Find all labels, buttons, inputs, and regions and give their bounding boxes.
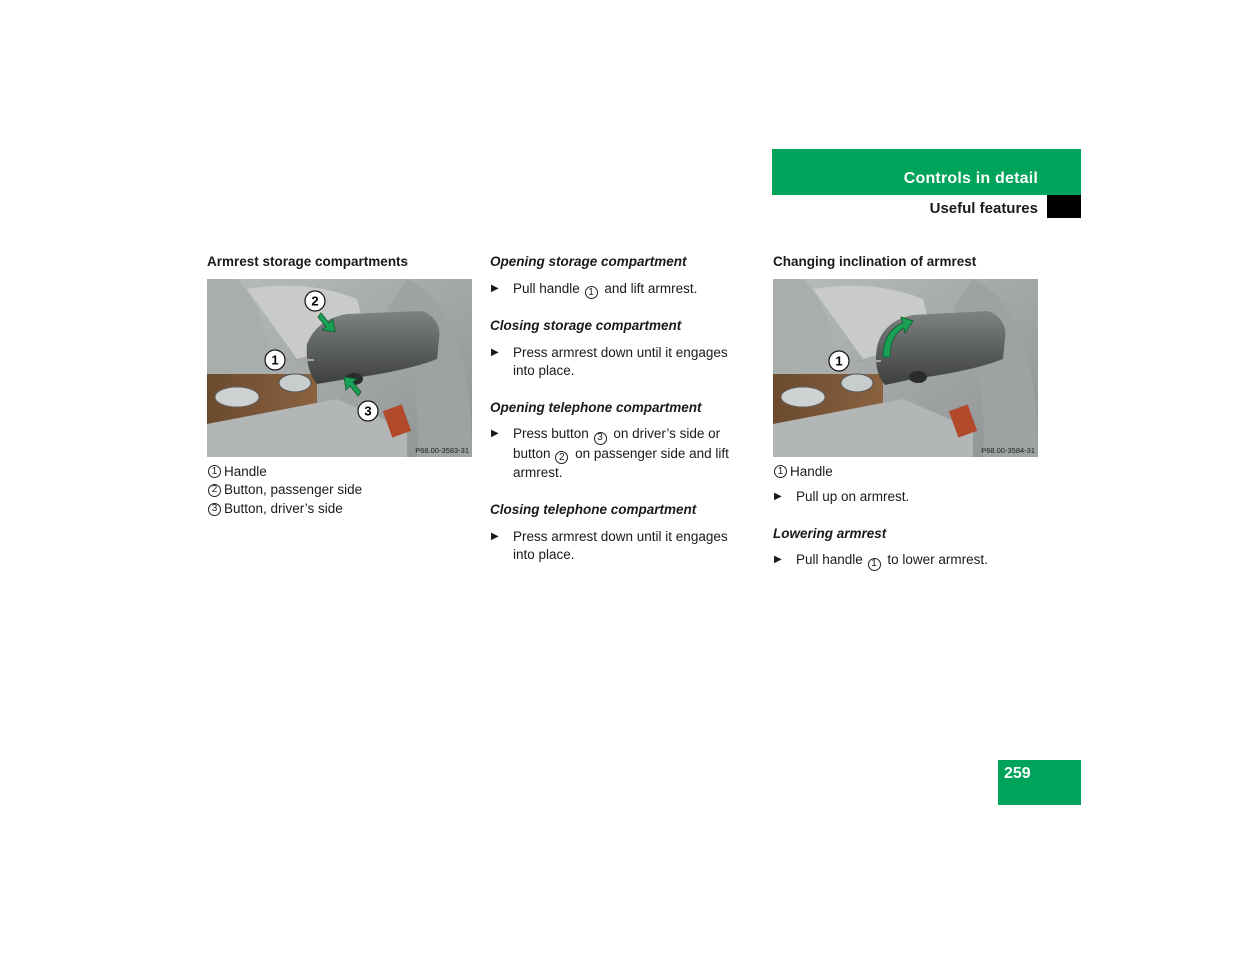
subsection-title: Useful features (929, 200, 1038, 217)
svg-text:2: 2 (311, 293, 319, 309)
heading-open-phone: Opening telephone compartment (490, 399, 702, 415)
section-header-bar (772, 149, 1081, 195)
callout-number-icon: 3 (208, 503, 221, 516)
legend-label: Handle (790, 463, 833, 479)
legend-label: Button, driver’s side (224, 500, 343, 516)
step-text: on passenger side and lift armrest. (513, 445, 729, 481)
step-text: on driver’s side or button (513, 426, 721, 461)
bullet-triangle-icon: ▶ (491, 530, 499, 542)
callout-number-icon: 2 (555, 451, 568, 464)
heading-armrest-storage: Armrest storage compartments (207, 254, 409, 269)
bullet-triangle-icon: ▶ (774, 554, 782, 566)
step-pull-up (773, 488, 1039, 507)
column-compartments (490, 253, 750, 565)
heading-lower-armrest: Lowering armrest (773, 525, 887, 541)
legend-item (773, 463, 1039, 482)
step-open-phone (490, 425, 750, 483)
armrest-incline-illustration (773, 279, 1038, 457)
callout-number-icon: 1 (208, 465, 221, 478)
step-text: to lower armrest. (887, 552, 988, 568)
step-text: Pull handle (513, 280, 580, 296)
step-close-storage (490, 344, 750, 381)
legend-label: Button, passenger side (224, 482, 363, 498)
section-title: Controls in detail (903, 170, 1038, 187)
heading-close-storage: Closing storage compartment (490, 318, 682, 334)
bullet-triangle-icon: ▶ (774, 491, 782, 503)
subsection-marker (1047, 195, 1081, 218)
figure-armrest-storage (207, 279, 472, 457)
step-text: Press button (513, 426, 589, 442)
figure-inclination (773, 279, 1038, 457)
column-inclination (773, 253, 1039, 571)
callout-number-icon: 1 (585, 286, 598, 299)
callout-number-icon: 1 (868, 558, 881, 571)
bullet-triangle-icon: ▶ (491, 428, 499, 440)
step-text: Pull up on armrest. (796, 489, 910, 505)
legend-label: Handle (224, 463, 267, 479)
step-text: and lift armrest. (604, 280, 698, 296)
figure-code: P68.00-3583-31 (415, 445, 469, 455)
legend-item (207, 463, 473, 482)
legend-list (207, 463, 473, 519)
callout-number-icon: 2 (208, 484, 221, 497)
legend-item (207, 481, 473, 500)
step-close-phone (490, 528, 750, 565)
bullet-triangle-icon: ▶ (491, 282, 499, 294)
callout-number-icon: 1 (774, 465, 787, 478)
legend-list (773, 463, 1039, 482)
callout-number-icon: 3 (594, 432, 607, 445)
step-lower-armrest (773, 551, 1039, 571)
column-armrest-storage (207, 253, 473, 518)
step-text: Press armrest down until it engages into place. (513, 344, 728, 379)
step-text: Pull handle (796, 552, 863, 568)
subsection-header (772, 195, 1047, 218)
bullet-triangle-icon: ▶ (491, 346, 499, 358)
svg-text:3: 3 (364, 403, 372, 419)
page-number-box (998, 760, 1081, 805)
heading-inclination: Changing inclination of armrest (773, 254, 977, 269)
step-text: Press armrest down until it engages into place. (513, 528, 728, 563)
figure-code: P68.00-3584-31 (981, 445, 1035, 455)
svg-text:1: 1 (271, 352, 279, 368)
legend-item (207, 500, 473, 519)
page-number: 259 (1004, 765, 1031, 782)
heading-open-storage: Opening storage compartment (490, 254, 687, 269)
svg-text:1: 1 (835, 353, 843, 369)
armrest-illustration (207, 279, 472, 457)
heading-close-phone: Closing telephone compartment (490, 502, 697, 518)
step-open-storage (490, 280, 750, 300)
